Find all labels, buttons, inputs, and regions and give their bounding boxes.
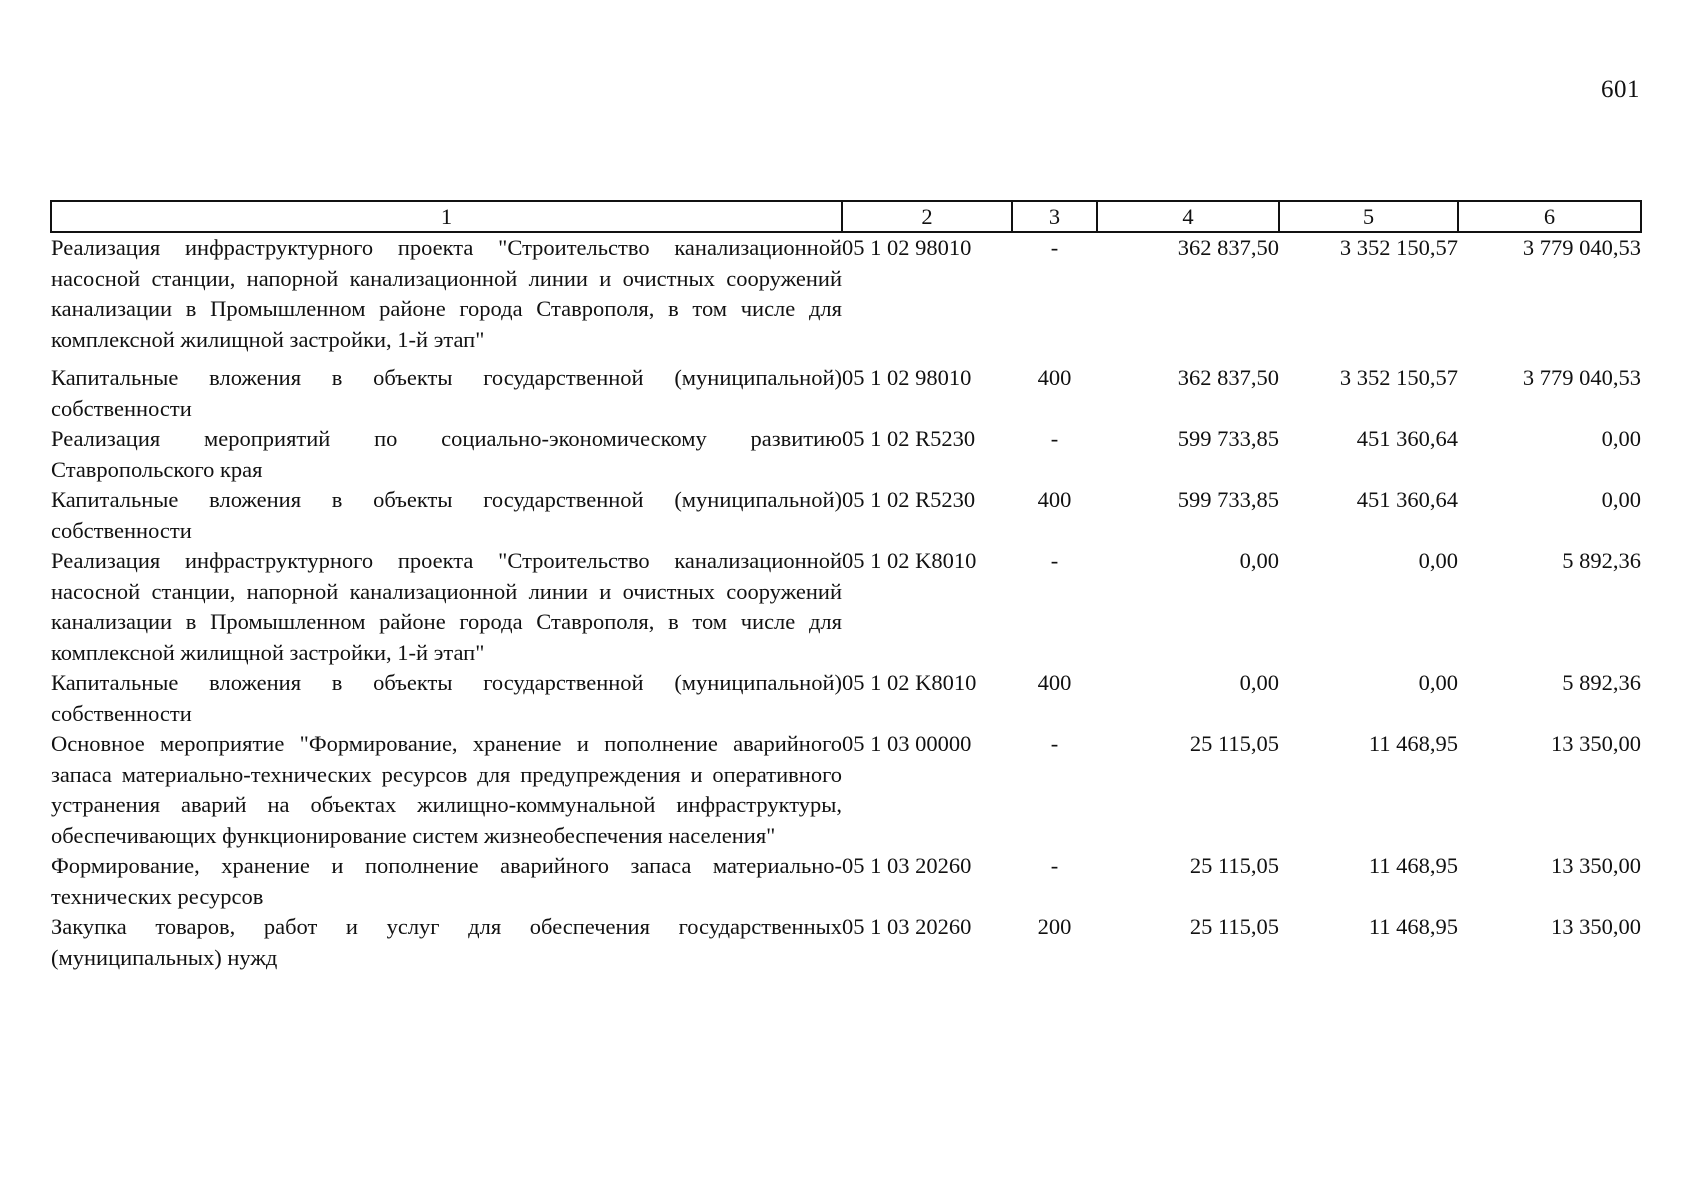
amount-col-6: 13 350,00	[1551, 914, 1641, 939]
table-header	[51, 201, 1641, 232]
table-row	[51, 485, 1641, 546]
amount-col-4: 0,00	[1239, 670, 1279, 695]
amount-col-5: 11 468,95	[1368, 731, 1458, 756]
expense-type: -	[1050, 853, 1059, 878]
amount-col-6: 3 779 040,53	[1522, 365, 1641, 390]
amount-col-5: 3 352 150,57	[1339, 365, 1458, 390]
item-code: 05 1 02 98010	[842, 235, 972, 260]
item-code: 05 1 03 20260	[842, 914, 972, 939]
item-name: Капитальные вложения в объекты государственной (муниципальной) собственности	[51, 487, 842, 543]
expense-type: -	[1050, 426, 1059, 451]
amount-col-6: 0,00	[1601, 487, 1641, 512]
amount-col-4: 0,00	[1239, 548, 1279, 573]
amount-col-5: 451 360,64	[1356, 426, 1458, 451]
table-row	[51, 355, 1641, 424]
amount-col-4: 25 115,05	[1189, 853, 1279, 878]
item-name: Закупка товаров, работ и услуг для обеспечения государственных (муниципальных) нужд	[51, 914, 842, 970]
amount-col-4: 362 837,50	[1177, 365, 1279, 390]
table-row	[51, 851, 1641, 912]
header-row	[51, 201, 1641, 232]
item-code: 05 1 02 K8010	[842, 548, 977, 573]
item-code: 05 1 03 00000	[842, 731, 972, 756]
expense-type: -	[1050, 731, 1059, 756]
item-name: Формирование, хранение и пополнение аварийного запаса материально-технических ресурсов	[51, 853, 842, 909]
table-row	[51, 729, 1641, 851]
amount-col-6: 3 779 040,53	[1522, 235, 1641, 260]
item-name: Реализация инфраструктурного проекта "Строительство канализационной насосной станции, напорной канализационной линии и очистных сооружений канализации в Промышленном районе города Ставрополя, в том числе для комплексной жилищной застройки, 1-й этап"	[51, 235, 842, 352]
table-row	[51, 424, 1641, 485]
header-col-6: 6	[1458, 201, 1641, 232]
item-name: Капитальные вложения в объекты государственной (муниципальной) собственности	[51, 670, 842, 726]
item-name: Основное мероприятие "Формирование, хранение и пополнение аварийного запаса материально-технических ресурсов для предупреждения и оперативного устранения аварий на объектах жилищно-коммунальной инфраструктуры, обеспечивающих функционирование систем жизнеобеспечения населения"	[51, 731, 842, 848]
amount-col-5: 0,00	[1418, 670, 1458, 695]
header-col-5: 5	[1279, 201, 1458, 232]
amount-col-6: 13 350,00	[1551, 853, 1641, 878]
amount-col-4: 599 733,85	[1177, 487, 1279, 512]
amount-col-5: 3 352 150,57	[1339, 235, 1458, 260]
item-code: 05 1 03 20260	[842, 853, 972, 878]
expense-type: -	[1050, 548, 1059, 573]
amount-col-5: 0,00	[1418, 548, 1458, 573]
header-col-1: 1	[51, 201, 842, 232]
item-code: 05 1 02 R5230	[842, 426, 976, 451]
table-body	[51, 232, 1641, 973]
amount-col-4: 25 115,05	[1189, 914, 1279, 939]
header-col-2: 2	[842, 201, 1012, 232]
expense-type: -	[1050, 235, 1059, 260]
amount-col-4: 362 837,50	[1177, 235, 1279, 260]
item-code: 05 1 02 K8010	[842, 670, 977, 695]
item-code: 05 1 02 R5230	[842, 487, 976, 512]
page-number: 601	[1601, 76, 1640, 103]
table-row	[51, 668, 1641, 729]
expense-type: 200	[1037, 914, 1072, 939]
header-col-3: 3	[1012, 201, 1097, 232]
budget-table	[50, 200, 1642, 973]
item-code: 05 1 02 98010	[842, 365, 972, 390]
amount-col-4: 25 115,05	[1189, 731, 1279, 756]
amount-col-6: 5 892,36	[1562, 548, 1641, 573]
header-col-4: 4	[1097, 201, 1279, 232]
item-name: Реализация инфраструктурного проекта "Строительство канализационной насосной станции, напорной канализационной линии и очистных сооружений канализации в Промышленном районе города Ставрополя, в том числе для комплексной жилищной застройки, 1-й этап"	[51, 548, 842, 665]
item-name: Реализация мероприятий по социально-экономическому развитию Ставропольского края	[51, 426, 842, 482]
amount-col-5: 451 360,64	[1356, 487, 1458, 512]
item-name: Капитальные вложения в объекты государственной (муниципальной) собственности	[51, 365, 842, 421]
expense-type: 400	[1037, 670, 1072, 695]
expense-type: 400	[1037, 365, 1072, 390]
amount-col-5: 11 468,95	[1368, 853, 1458, 878]
amount-col-4: 599 733,85	[1177, 426, 1279, 451]
amount-col-5: 11 468,95	[1368, 914, 1458, 939]
amount-col-6: 13 350,00	[1551, 731, 1641, 756]
amount-col-6: 5 892,36	[1562, 670, 1641, 695]
expense-type: 400	[1037, 487, 1072, 512]
table-row	[51, 232, 1641, 355]
table-row	[51, 912, 1641, 973]
amount-col-6: 0,00	[1601, 426, 1641, 451]
table-row	[51, 546, 1641, 668]
